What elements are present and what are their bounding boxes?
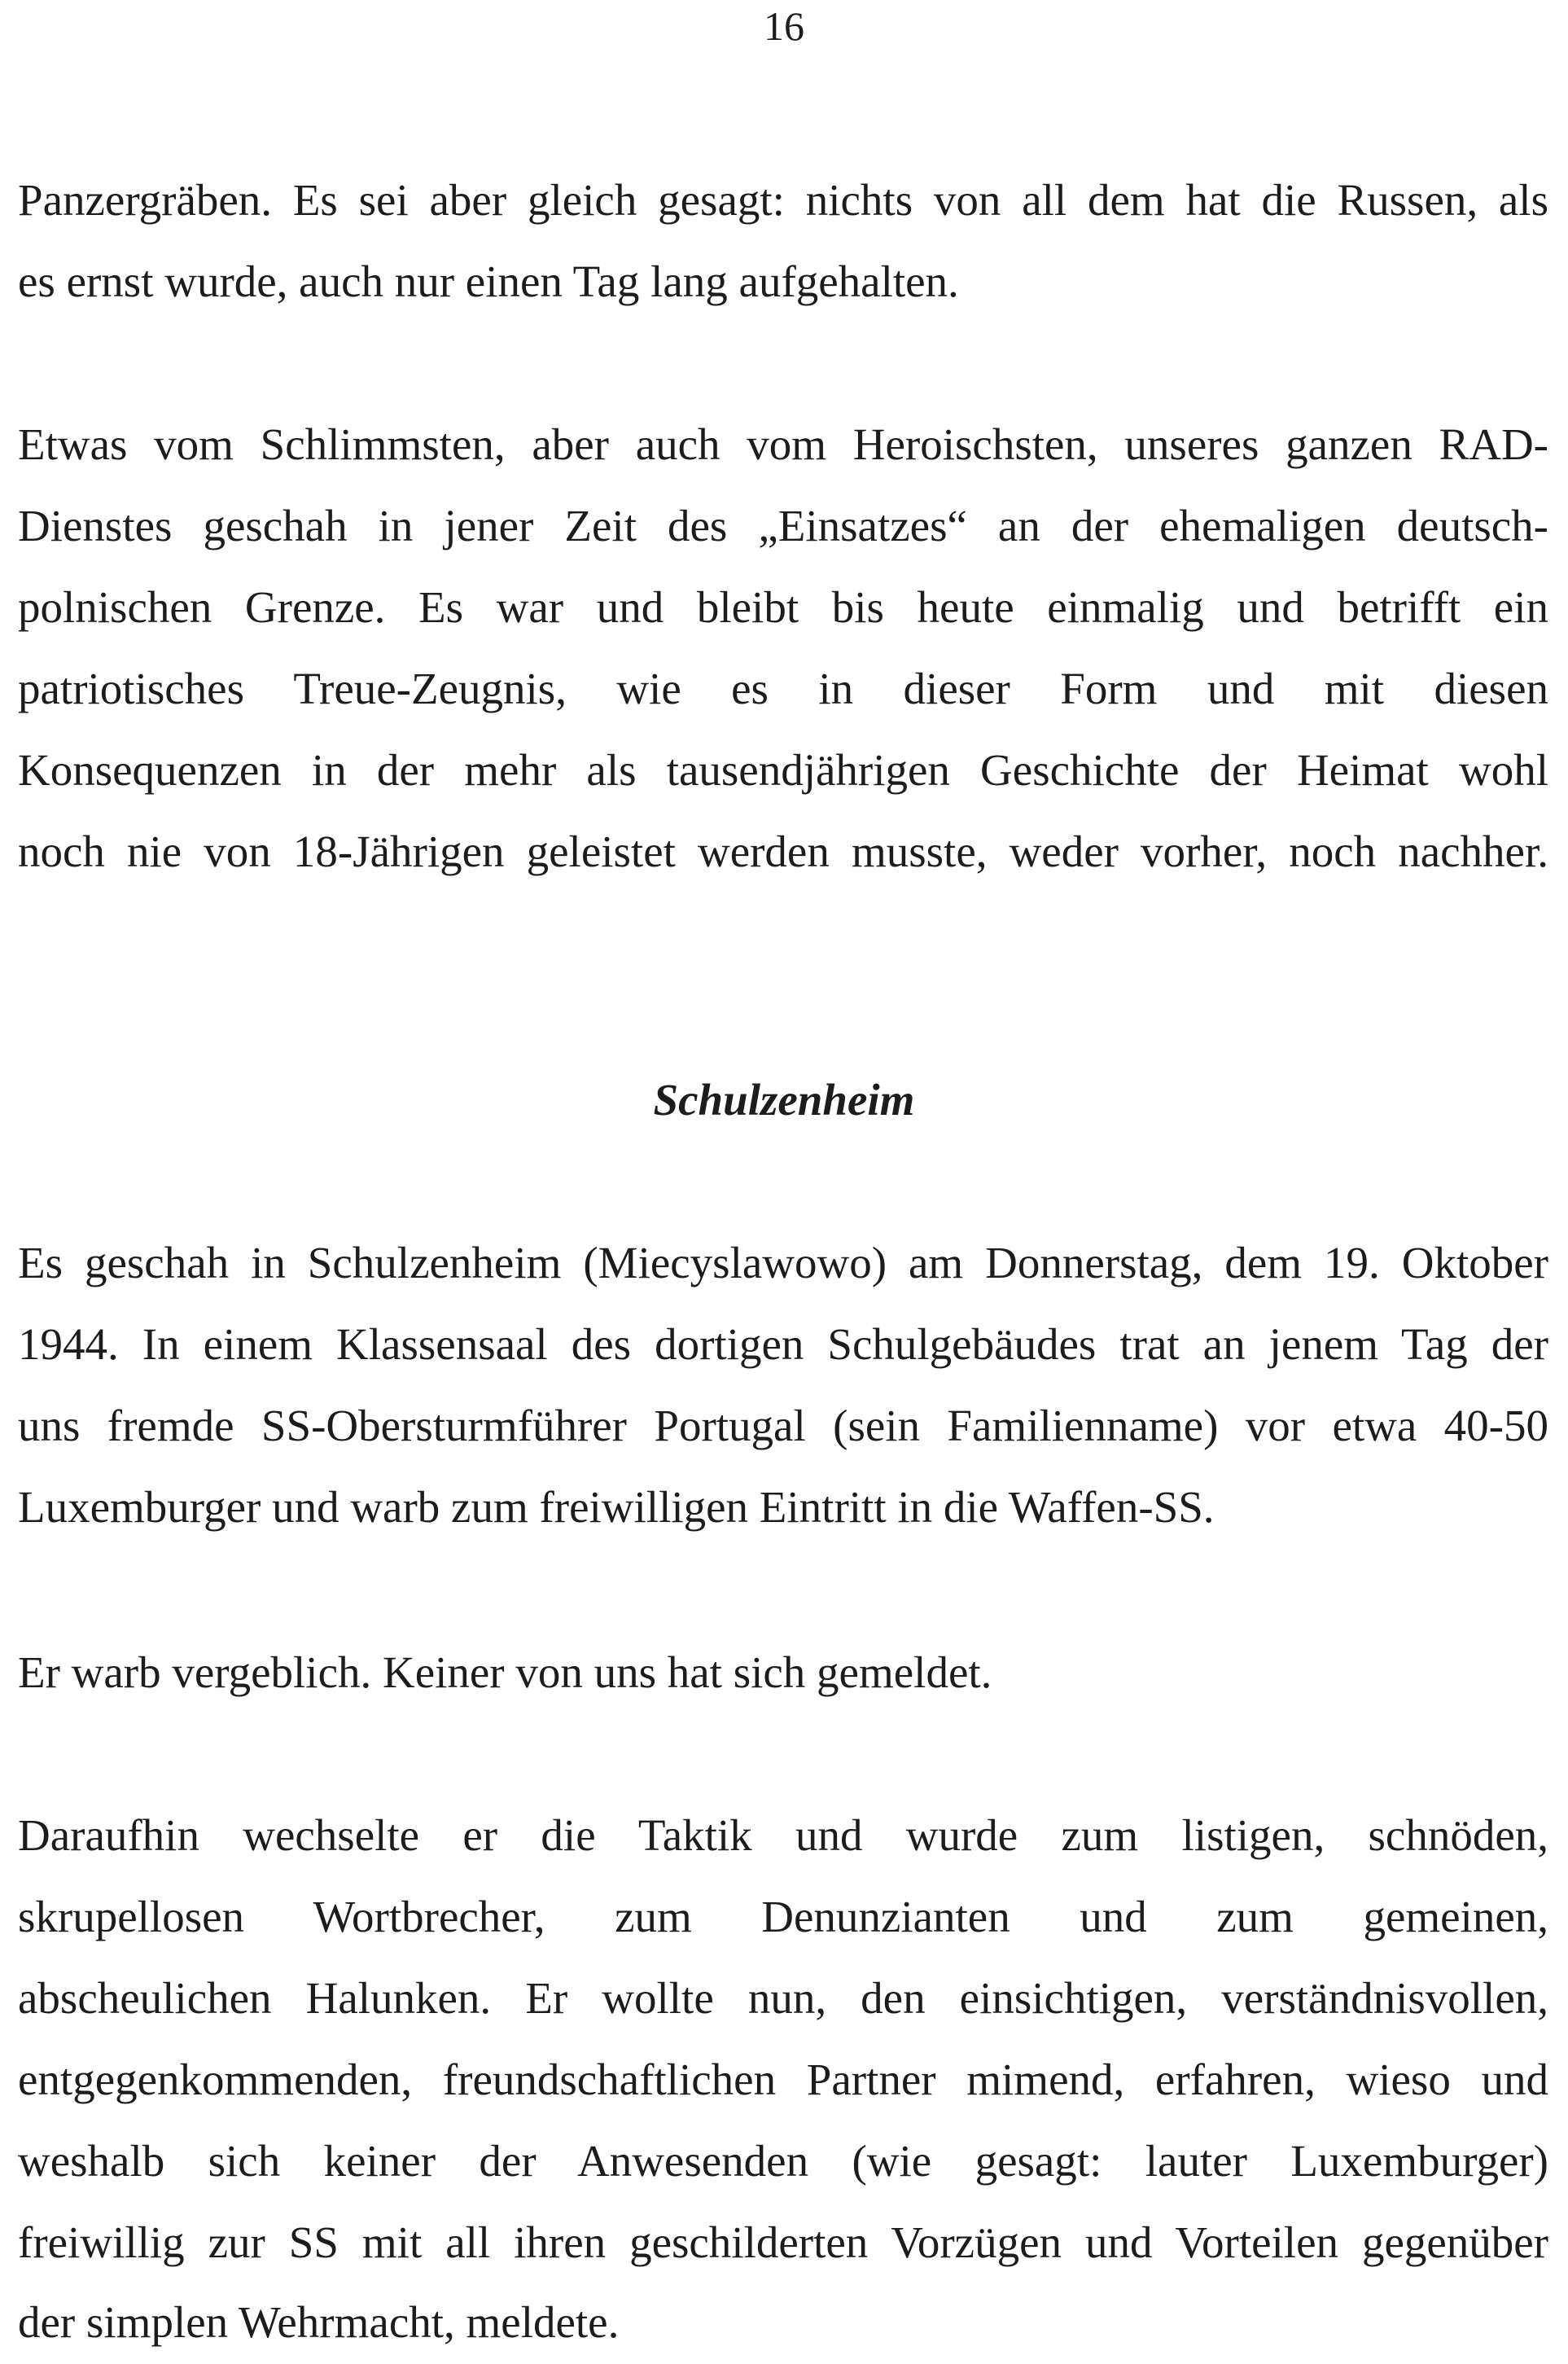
paragraph-2-line-3: polnischen Grenze. Es war und bleibt bis heute einmalig und betrifft ein (18, 582, 1548, 632)
paragraph-2-line-4: patriotisches Treue-Zeugnis, wie es in dieser Form und mit diesen (18, 664, 1548, 713)
paragraph-2-line-5: Konsequenzen in der mehr als tausendjährigen Geschichte der Heimat wohl (18, 745, 1548, 795)
paragraph-2-line-2: Dienstes geschah in jener Zeit des „Einsatzes“ an der ehemaligen deutsch- (18, 501, 1548, 550)
paragraph-1-line-1: Panzergräben. Es sei aber gleich gesagt: nichts von all dem hat die Russen, als (18, 175, 1548, 225)
paragraph-3-line-4: Luxemburger und warb zum freiwilligen Eintritt in die Waffen-SS. (18, 1482, 1215, 1532)
paragraph-2-line-6: noch nie von 18-Jährigen geleistet werden musste, weder vorher, noch nachher. (18, 827, 1548, 876)
paragraph-4-line-1: Er warb vergeblich. Keiner von uns hat sich gemeldet. (18, 1647, 992, 1697)
paragraph-3-line-1: Es geschah in Schulzenheim (Miecyslawowo) am Donnerstag, dem 19. Oktober (18, 1238, 1548, 1287)
paragraph-1-line-2: es ernst wurde, auch nur einen Tag lang aufgehalten. (18, 257, 959, 306)
page-number: 16 (764, 3, 804, 49)
paragraph-5-line-3: abscheulichen Halunken. Er wollte nun, den einsichtigen, verständnisvollen, (18, 1973, 1548, 2023)
section-heading: Schulzenheim (653, 1075, 915, 1125)
paragraph-3-line-3: uns fremde SS-Obersturmführer Portugal (sein Familienname) vor etwa 40-50 (18, 1401, 1548, 1450)
paragraph-5-line-2: skrupellosen Wortbrecher, zum Denunzianten und zum gemeinen, (18, 1892, 1548, 1941)
paragraph-5-line-7: der simplen Wehrmacht, meldete. (18, 2297, 620, 2347)
paragraph-3-line-2: 1944. In einem Klassensaal des dortigen Schulgebäudes trat an jenem Tag der (18, 1319, 1548, 1369)
paragraph-5-line-1: Daraufhin wechselte er die Taktik und wurde zum listigen, schnöden, (18, 1810, 1548, 1860)
paragraph-2-line-1: Etwas vom Schlimmsten, aber auch vom Heroischsten, unseres ganzen RAD- (18, 419, 1548, 469)
paragraph-5-line-6: freiwillig zur SS mit all ihren geschilderten Vorzügen und Vorteilen gegenüber (18, 2217, 1548, 2267)
paragraph-5-line-4: entgegenkommenden, freundschaftlichen Partner mimend, erfahren, wieso und (18, 2055, 1548, 2104)
paragraph-5-line-5: weshalb sich keiner der Anwesenden (wie gesagt: lauter Luxemburger) (18, 2136, 1548, 2186)
